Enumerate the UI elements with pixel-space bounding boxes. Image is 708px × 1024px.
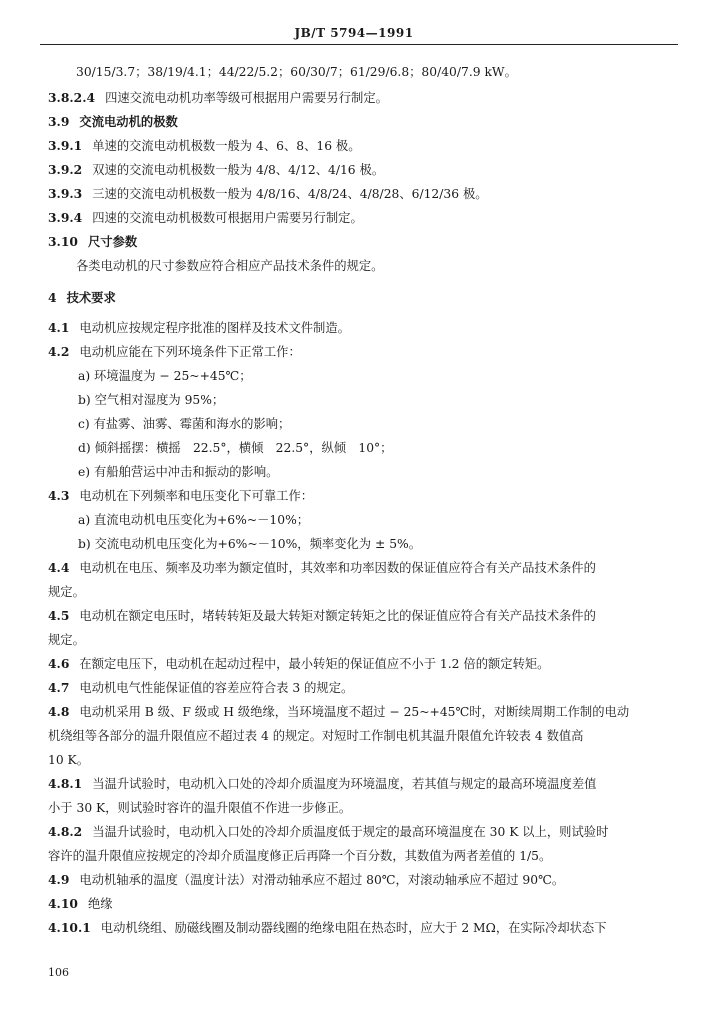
text-line: 小于 30 K，则试验时容许的温升限值不作进一步修正。 <box>48 801 352 815</box>
clause-4-5: 4.5 电动机在额定电压时，堵转转矩及最大转矩对额定转矩之比的保证值应符合有关产品技术条件的 <box>48 608 596 623</box>
clause-3-9-3: 3.9.3 三速的交流电动机极数一般为 4/8/16、4/8/24、4/8/28、6/12/36 极。 <box>48 186 488 201</box>
clause-4-1: 4.1 电动机应按规定程序批准的图样及技术文件制造。 <box>48 320 350 335</box>
list-item: e) 有船舶营运中冲击和振动的影响。 <box>78 465 279 479</box>
header-rule <box>40 44 678 45</box>
clause-4-10-1: 4.10.1 电动机绕组、励磁线圈及制动器线圈的绝缘电阻在热态时，应大于 2 MΩ，在实际冷却状态下 <box>48 920 607 935</box>
list-item: a) 环境温度为 − 25~+45℃； <box>78 369 252 383</box>
text-line: 规定。 <box>48 585 85 599</box>
clause-4-9: 4.9 电动机轴承的温度（温度计法）对滑动轴承应不超过 80℃，对滚动轴承应不超过 90℃。 <box>48 872 565 887</box>
clause-3-9-1: 3.9.1 单速的交流电动机极数一般为 4、6、8、16 极。 <box>48 138 361 153</box>
clause-3-9-4: 3.9.4 四速的交流电动机极数可根据用户需要另行制定。 <box>48 210 363 225</box>
list-item: b) 交流电动机电压变化为+6%~－10%，频率变化为 ± 5%。 <box>78 537 421 551</box>
list-item: b) 空气相对湿度为 95%； <box>78 393 225 407</box>
clause-4-2: 4.2 电动机应能在下列环境条件下正常工作： <box>48 344 301 359</box>
section-heading-3-10: 3.10 尺寸参数 <box>48 234 138 249</box>
clause-4-3: 4.3 电动机在下列频率和电压变化下可靠工作： <box>48 488 314 503</box>
clause-4-4: 4.4 电动机在电压、频率及功率为额定值时，其效率和功率因数的保证值应符合有关产品技术条件的 <box>48 560 596 575</box>
clause-4-8-2: 4.8.2 当温升试验时，电动机入口处的冷却介质温度低于规定的最高环境温度在 30 K 以上，则试验时 <box>48 824 609 839</box>
text-line: 各类电动机的尺寸参数应符合相应产品技术条件的规定。 <box>76 259 384 273</box>
chapter-heading-4: 4 技术要求 <box>48 290 116 305</box>
list-item: c) 有盐雾、油雾、霉菌和海水的影响； <box>78 417 291 431</box>
clause-4-8-1: 4.8.1 当温升试验时，电动机入口处的冷却介质温度为环境温度，若其值与规定的最高环境温度差值 <box>48 776 597 791</box>
text-line: 机绕组等各部分的温升限值应不超过表 4 的规定。对短时工作制电机其温升限值允许较表 4 数值高 <box>48 729 584 743</box>
section-heading-3-9: 3.9 交流电动机的极数 <box>48 114 178 129</box>
page-number: 106 <box>48 966 69 979</box>
document-header: JB/T 5794—1991 <box>294 26 414 40</box>
list-item: a) 直流电动机电压变化为+6%~－10%； <box>78 513 310 527</box>
clause-4-7: 4.7 电动机电气性能保证值的容差应符合表 3 的规定。 <box>48 680 354 695</box>
clause-4-8: 4.8 电动机采用 B 级、F 级或 H 级绝缘，当环境温度不超过 − 25~+45℃时，对断续周期工作制的电动 <box>48 704 630 719</box>
section-heading-4-10: 4.10 绝缘 <box>48 896 113 911</box>
text-line: 规定。 <box>48 633 85 647</box>
text-line: 10 K。 <box>48 753 90 767</box>
clause-3-8-2-4: 3.8.2.4 四速交流电动机功率等级可根据用户需要另行制定。 <box>48 90 388 105</box>
text-line: 容许的温升限值应按规定的冷却介质温度修正后再降一个百分数，其数值为两者差值的 1/5。 <box>48 849 552 863</box>
clause-3-9-2: 3.9.2 双速的交流电动机极数一般为 4/8、4/12、4/16 极。 <box>48 162 385 177</box>
text-line: 30/15/3.7；38/19/4.1；44/22/5.2；60/30/7；61/29/6.8；80/40/7.9 kW。 <box>76 65 517 79</box>
clause-4-6: 4.6 在额定电压下，电动机在起动过程中，最小转矩的保证值应不小于 1.2 倍的额定转矩。 <box>48 656 550 671</box>
list-item: d) 倾斜摇摆：横摇 22.5°，横倾 22.5°，纵倾 10°； <box>78 441 393 455</box>
